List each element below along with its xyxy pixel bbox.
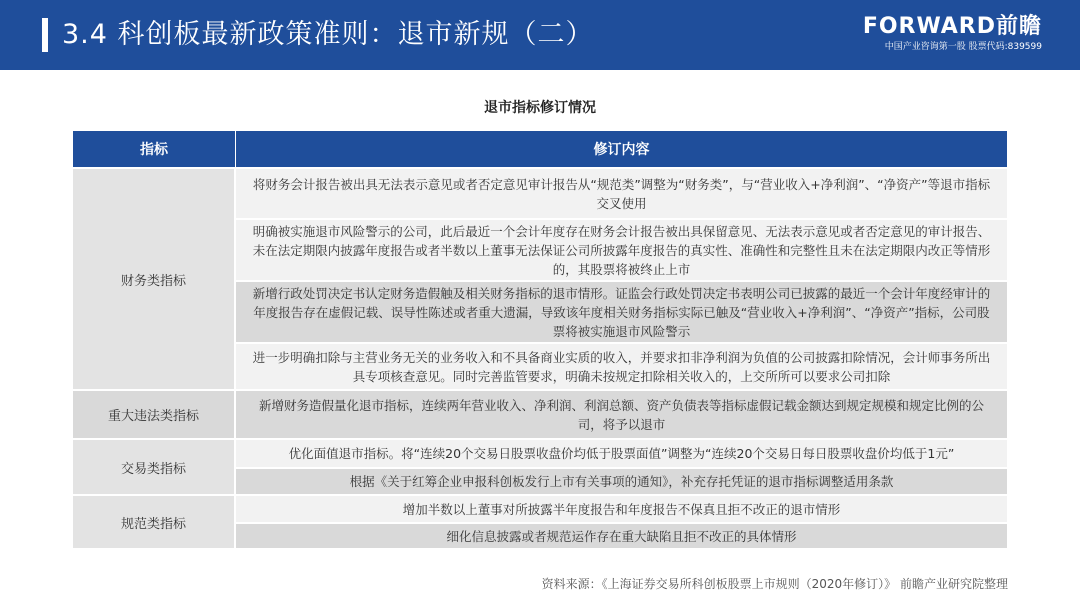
table-row: 进一步明确扣除与主营业务无关的业务收入和不具备商业实质的收入，并要求扣非净利润为负值的公司披露扣除情况，会计师事务所出具专项核查意见。同时完善监管要求，明确未按规定扣除相关收入的，上交所所可以要求公司扣除 (236, 342, 1007, 389)
table-row: 根据《关于红筹企业申报科创板发行上市有关事项的通知》，补充存托凭证的退市指标调整适用条款 (236, 467, 1007, 494)
logo-brand: FORWARD前瞻 (862, 14, 1042, 39)
title-accent-bar (42, 18, 48, 52)
table-title: 退市指标修订情况 (484, 100, 596, 116)
table-row: 将财务会计报告被出具无法表示意见或者否定意见审计报告从“规范类”调整为“财务类”，与“营业收入+净利润”、“净资产”等退市指标交叉使用 (236, 169, 1007, 218)
table-row: 新增行政处罚决定书认定财务造假触及相关财务指标的退市情形。证监会行政处罚决定书表明公司已披露的最近一个会计年度经审计的年度报告存在虚假记载、误导性陈述或者重大遗漏，导致该年度相关财务指标实际已触及“营业收入+净利润”、“净资产”指标，公司股票将被实施退市风险警示 (236, 280, 1007, 342)
category-label: 交易类指标 (73, 440, 236, 494)
table-row: 细化信息披露或者规范运作存在重大缺陷且拒不改正的具体情形 (236, 522, 1007, 548)
group-compliance (73, 494, 1007, 548)
revision-table (73, 131, 1007, 548)
table-header (73, 131, 1007, 167)
group-trading (73, 438, 1007, 494)
category-label: 财务类指标 (73, 169, 236, 389)
category-label: 重大违法类指标 (73, 391, 236, 438)
source-note: 资料来源：《上海证券交易所科创板股票上市规则（2020年修订）》 前瞻产业研究院整理 (541, 577, 1008, 591)
category-label: 规范类指标 (73, 496, 236, 548)
company-logo (842, 14, 1042, 54)
header-indicator: 指标 (73, 131, 236, 167)
group-major-violation (73, 389, 1007, 438)
header-content: 修订内容 (593, 142, 650, 158)
table-row: 增加半数以上董事对所披露半年度报告和年度报告不保真且拒不改正的退市情形 (236, 496, 1007, 522)
group-financial (73, 167, 1007, 389)
table-row: 优化面值退市指标。将“连续20个交易日股票收盘价均低于股票面值”调整为“连续20个交易日每日股票收盘价均低于1元” (236, 440, 1007, 467)
header-banner (0, 0, 1080, 70)
table-row: 新增财务造假量化退市指标，连续两年营业收入、净利润、利润总额、资产负债表等指标虚假记载金额达到规定规模和规定比例的公司，将予以退市 (236, 391, 1007, 438)
table-row: 明确被实施退市风险警示的公司，此后最近一个会计年度存在财务会计报告被出具保留意见、无法表示意见或者否定意见的审计报告、未在法定期限内披露年度报告或者半数以上董事无法保证公司所披露年度报告的真实性、准确性和完整性且未在法定期限内改正等情形的，其股票将被终止上市 (236, 218, 1007, 280)
page-title: 3.4 科创板最新政策准则：退市新规（二） (62, 19, 594, 50)
logo-tagline: 中国产业咨询第一股 股票代码:839599 (884, 42, 1042, 52)
